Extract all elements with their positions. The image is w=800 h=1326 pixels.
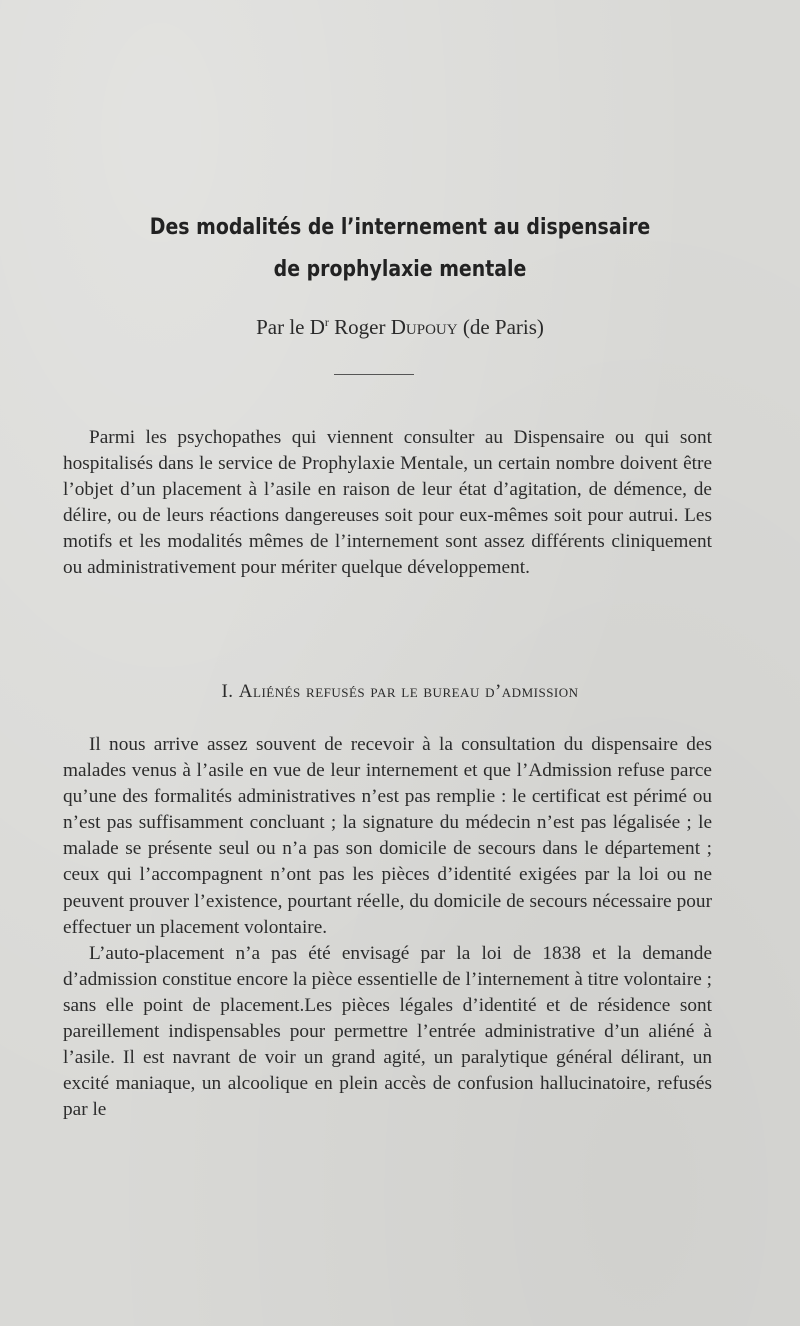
- byline-doctor-superscript: r: [324, 315, 329, 329]
- byline-prefix: Par le D: [256, 315, 325, 339]
- byline-first-name: Roger: [328, 315, 391, 339]
- section-heading: [0, 681, 800, 703]
- section-number: I.: [221, 681, 234, 702]
- title-divider: [334, 374, 414, 375]
- article-title-line-1: Des modalités de l’internement au dispensaire: [149, 215, 651, 240]
- byline-suffix: (de Paris): [457, 315, 544, 339]
- intro-paragraph-block: [63, 425, 712, 582]
- section-paragraph-2: L’auto-placement n’a pas été envisagé par la loi de 1838 et la demande d’admission constitue encore la pièce essentielle de l’internement à titre volontaire ; sans elle point de placement.Les pièces légales d’identité et de résidence sont pareillement indispensables pour permettre l’entrée administrative d’un aliéné à l’asile. Il est navrant de voir un grand agité, un paralytique général délirant, un excité maniaque, un alcoolique en plein accès de confusion hallucinatoire, refusés par le: [63, 942, 712, 1121]
- author-byline: [0, 315, 800, 340]
- section-title: Aliénés refusés par le bureau d’admission: [238, 681, 579, 702]
- section-body: [63, 732, 712, 1123]
- section-paragraph-1: Il nous arrive assez souvent de recevoir à la consultation du dispensaire des malades venus à l’asile en vue de leur internement et que l’Admission refuse parce qu’une des formalités administratives n’est pas remplie : le certificat est périmé ou n’est pas suffisamment concluant ; la signature du médecin n’est pas légalisée ; le malade se présente seul ou n’a pas son domicile de secours dans le département ; ceux qui l’accompagnent n’ont pas les pièces d’identité exigées par la loi ou ne peuvent prouver l’existence, pourtant réelle, du domicile de secours nécessaire pour effectuer un placement volontaire.: [63, 734, 712, 938]
- article-title-line-2: de prophylaxie mentale: [273, 257, 527, 282]
- intro-paragraph: Parmi les psychopathes qui viennent consulter au Dispensaire ou qui sont hospitalisés dans le service de Prophylaxie Mentale, un certain nombre doivent être l’objet d’un placement à l’asile en raison de leur état d’agitation, de démence, de délire, ou de leurs réactions dangereuses soit pour eux-mêmes soit pour autrui. Les motifs et les modalités mêmes de l’internement sont assez différents cliniquement ou administrativement pour mériter quelque développement.: [63, 427, 712, 579]
- byline-last-name: Dupouy: [390, 315, 458, 339]
